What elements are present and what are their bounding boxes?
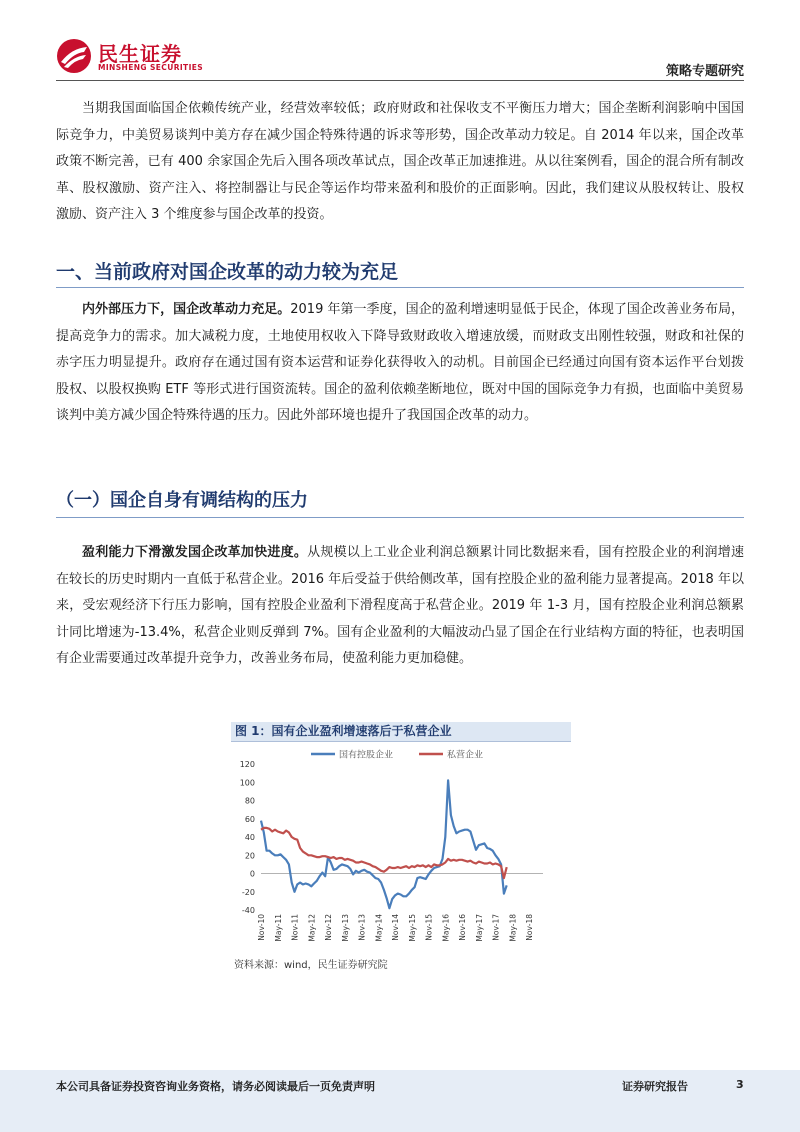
x-tick-label: May-16 xyxy=(441,914,451,942)
figure-title: 图 1：国有企业盈利增速落后于私营企业 xyxy=(231,722,571,742)
series-line-private xyxy=(261,828,507,878)
intro-paragraph: 当期我国面临国企依赖传统产业，经营效率较低；政府财政和社保收支不平衡压力增大；国企垄断利润影响中国国际竞争力，中美贸易谈判中美方存在减少国企特殊待遇的诉求等形势，国企改革动力较足。自 2014 年以来，国企改革政策不断完善，已有 400 余家国企先后入围各项改革试点，国企改革正加速推进。从以往案例看，国企的混合所有制改革、股权激励、资产注入、将控制器让与民企等运作均带来盈利和股价的正面影响。因此，我们建议从股权转让、股权激励、资产注入 3 个维度参与国企改革的投资。 xyxy=(56,101,744,222)
section1-paragraph xyxy=(56,297,744,430)
page-header xyxy=(56,36,744,80)
x-tick-label: Nov-16 xyxy=(458,914,468,941)
minsheng-logo-icon xyxy=(56,38,92,74)
logo-chinese-name: 民生证券 xyxy=(98,42,182,66)
x-tick-label: May-18 xyxy=(508,914,518,942)
section-heading-1-divider xyxy=(56,287,744,288)
y-tick-label: 120 xyxy=(239,760,255,769)
section-heading-1: 一、当前政府对国企改革的动力较为充足 xyxy=(56,261,399,283)
y-tick-label: 0 xyxy=(249,869,255,879)
x-tick-label: Nov-10 xyxy=(257,914,266,941)
section-tag: 策略专题研究 xyxy=(665,64,744,79)
y-tick-label: 80 xyxy=(244,796,255,806)
logo-english-name: MINSHENG SECURITIES xyxy=(98,63,204,72)
x-tick-label: Nov-17 xyxy=(491,914,501,941)
x-tick-label: Nov-13 xyxy=(357,914,367,941)
x-tick-label: May-15 xyxy=(407,914,417,942)
section2-paragraph xyxy=(56,540,744,673)
y-tick-label: 40 xyxy=(244,833,255,842)
y-tick-label: -40 xyxy=(241,906,255,915)
y-tick-label: -20 xyxy=(241,887,255,897)
section-heading-2: （一）国企自身有调结构的压力 xyxy=(56,490,308,511)
footer-report-type: 证券研究报告 xyxy=(622,1080,688,1093)
footer-disclaimer: 本公司具备证券投资咨询业务资格，请务必阅读最后一页免责声明 xyxy=(56,1080,375,1093)
x-tick-label: May-14 xyxy=(374,914,384,942)
x-tick-label: May-11 xyxy=(273,914,283,942)
y-tick-label: 20 xyxy=(244,851,255,861)
legend-label: 私营企业 xyxy=(447,750,484,761)
x-tick-label: May-12 xyxy=(307,914,317,942)
x-tick-label: Nov-15 xyxy=(424,914,434,941)
section2-body: 从规模以上工业企业利润总额累计同比数据来看，国有控股企业的利润增速在较长的历史时期内一直低于私营企业。2016 年后受益于供给侧改革，国有控股企业的盈利能力显著提高。2018 年以来，受宏观经济下行压力影响，国有控股企业盈利下滑程度高于私营企业。2019 年 1-3 月，国有控股企业利润总额累计同比增速为-13.4%，私营企业则反弹到 7%。国有企业盈利的大幅波动凸显了国企在行业结构方面的特征，也表明国有企业需要通过改革提升竞争力，改善业务布局，使盈利能力更加稳健。 xyxy=(56,545,744,666)
section1-body: 2019 年第一季度，国企的盈利增速明显低于民企，体现了国企改善业务布局，提高竞争力的需求。加大减税力度，土地使用权收入下降导致财政收入增速放缓，而财政支出刚性较强，财政和社保的赤字压力明显提升。政府存在通过国有资本运营和证券化获得收入的动机。目前国企已经通过向国有资本运作平台划拨股权、以股权换购 ETF 等形式进行国资流转。国企的盈利依赖垄断地位，既对中国的国际竞争力有损，也面临中美贸易谈判中美方减少国企特殊待遇的压力。因此外部环境也提升了我国国企改革的动力。 xyxy=(56,302,744,423)
header-divider xyxy=(56,80,744,81)
company-logo xyxy=(56,36,216,76)
x-tick-label: May-13 xyxy=(340,914,350,942)
y-tick-label: 100 xyxy=(239,778,255,788)
section-heading-2-divider xyxy=(56,517,744,518)
section2-lead: 盈利能力下滑激发国企改革加快进度。 xyxy=(82,545,308,560)
x-tick-label: Nov-18 xyxy=(525,914,535,941)
y-tick-label: 60 xyxy=(244,814,255,824)
x-tick-label: Nov-12 xyxy=(324,914,334,941)
page-number: 3 xyxy=(736,1078,744,1091)
profit-growth-line-chart xyxy=(231,744,571,952)
section1-lead: 内外部压力下，国企改革动力充足。 xyxy=(82,302,291,317)
x-tick-label: Nov-14 xyxy=(391,914,401,941)
x-tick-label: May-17 xyxy=(474,914,484,942)
figure-source: 资料来源：wind，民生证券研究院 xyxy=(234,960,388,971)
legend-label: 国有控股企业 xyxy=(339,750,394,761)
x-tick-label: Nov-11 xyxy=(290,914,300,941)
